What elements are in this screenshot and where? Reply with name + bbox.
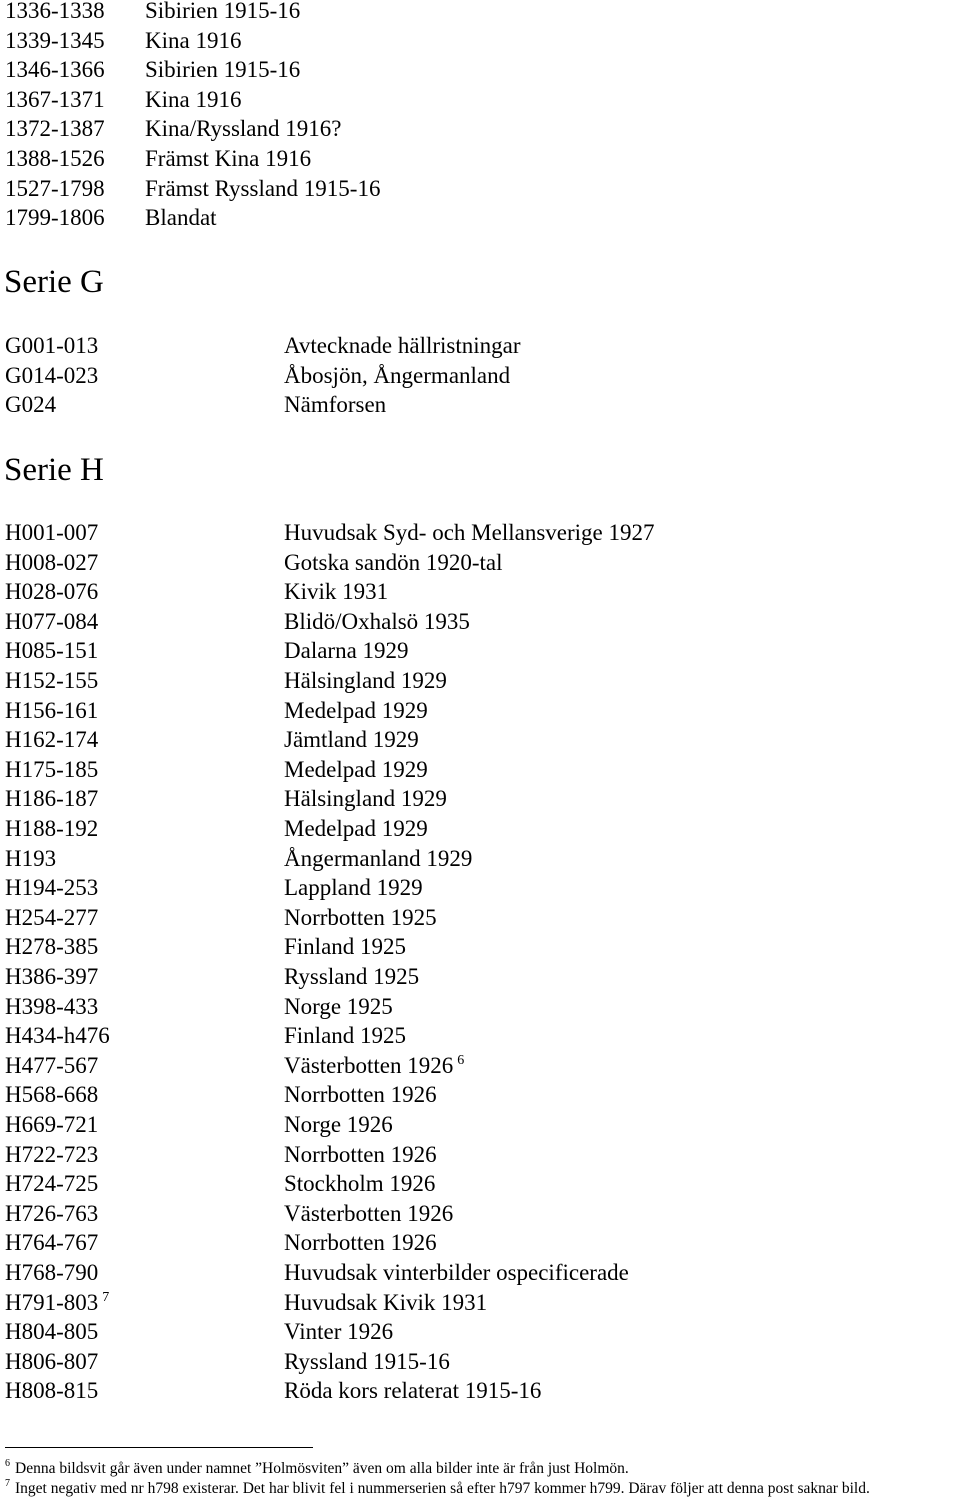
item-description bbox=[284, 814, 428, 844]
item-code-text: H791-803 bbox=[5, 1289, 99, 1315]
serie-g-heading: Serie G bbox=[4, 264, 104, 300]
item-description bbox=[284, 1376, 541, 1406]
item-description-text: Röda kors relaterat 1915-16 bbox=[284, 1378, 542, 1404]
item-code bbox=[5, 518, 98, 548]
item-description bbox=[284, 932, 406, 962]
item-description-text: Jämtland 1929 bbox=[284, 727, 419, 753]
item-code-text: H568-668 bbox=[5, 1082, 99, 1108]
item-description-text: Medelpad 1929 bbox=[284, 697, 428, 723]
item-code-text: H001-007 bbox=[5, 520, 99, 545]
item-code bbox=[5, 1021, 110, 1051]
item-description bbox=[284, 725, 419, 755]
item-code bbox=[5, 755, 98, 785]
item-description-text: Kina 1916 bbox=[145, 86, 242, 112]
item-description-text: Norrbotten 1926 bbox=[284, 1230, 437, 1256]
item-code-text: H477-567 bbox=[5, 1052, 99, 1078]
item-code bbox=[5, 1228, 98, 1258]
item-description bbox=[284, 1169, 435, 1199]
item-code-text: H398-433 bbox=[5, 993, 99, 1019]
item-description-text: Norrbotten 1926 bbox=[284, 1141, 437, 1167]
item-description-text: Blidö/Oxhalsö 1935 bbox=[284, 608, 470, 634]
footnote-text: Denna bildsvit går även under namnet ”Holmösviten” även om alla bilder inte är från just Holmön. bbox=[15, 1460, 629, 1477]
item-description-text: Västerbotten 1926 bbox=[284, 1200, 454, 1226]
item-code bbox=[5, 1288, 109, 1318]
item-description-text: Västerbotten 1926 bbox=[284, 1052, 454, 1078]
item-description-text: Huvudsak Syd- och Mellansverige 1927 bbox=[284, 520, 655, 545]
item-code bbox=[5, 548, 98, 578]
item-description-text: Avtecknade hällristningar bbox=[284, 333, 521, 358]
item-code-text: H156-161 bbox=[5, 697, 99, 723]
item-code-text: H722-723 bbox=[5, 1141, 99, 1167]
serie-h-heading: Serie H bbox=[4, 452, 104, 488]
item-code bbox=[5, 331, 98, 361]
item-code-text: H028-076 bbox=[5, 579, 99, 605]
item-code bbox=[5, 1110, 98, 1140]
item-code bbox=[5, 696, 98, 726]
item-code bbox=[5, 55, 105, 85]
item-description bbox=[284, 873, 423, 903]
item-description-text: Huvudsak Kivik 1931 bbox=[284, 1289, 488, 1315]
footnote-item bbox=[5, 1459, 629, 1479]
item-description-text: Vinter 1926 bbox=[284, 1319, 394, 1345]
item-description bbox=[145, 85, 241, 115]
item-description-text: Medelpad 1929 bbox=[284, 816, 428, 841]
item-code-text: 1388-1526 bbox=[5, 146, 105, 171]
item-code-text: 1339-1345 bbox=[5, 27, 105, 53]
item-description bbox=[145, 114, 341, 144]
item-code bbox=[5, 1347, 98, 1377]
item-code-text: H726-763 bbox=[5, 1200, 99, 1226]
item-code-text: H008-027 bbox=[5, 549, 99, 575]
item-code-text: G024 bbox=[5, 392, 57, 418]
item-description-text: Främst Ryssland 1915-16 bbox=[145, 175, 381, 201]
item-description-text: Gotska sandön 1920-tal bbox=[284, 549, 503, 575]
item-description-text: Blandat bbox=[145, 205, 217, 231]
item-code-text: H806-807 bbox=[5, 1348, 99, 1374]
item-description-text: Stockholm 1926 bbox=[284, 1171, 436, 1197]
item-code-text: G001-013 bbox=[5, 333, 99, 358]
item-code bbox=[5, 1258, 98, 1288]
item-description bbox=[284, 1051, 464, 1081]
item-description bbox=[284, 1199, 453, 1229]
item-code bbox=[5, 873, 98, 903]
item-code-text: 1336-1338 bbox=[5, 0, 105, 23]
item-code bbox=[5, 577, 98, 607]
item-description-text: Norge 1926 bbox=[284, 1112, 393, 1137]
item-description bbox=[284, 1288, 487, 1318]
item-code bbox=[5, 607, 98, 637]
item-code bbox=[5, 85, 105, 115]
item-description bbox=[284, 755, 428, 785]
item-description bbox=[284, 1080, 437, 1110]
item-description bbox=[284, 1140, 437, 1170]
item-description-text: Ryssland 1915-16 bbox=[284, 1348, 450, 1374]
item-code bbox=[5, 814, 98, 844]
item-description bbox=[284, 361, 510, 391]
item-description bbox=[284, 331, 521, 361]
item-code bbox=[5, 844, 56, 874]
item-description-text: Norge 1925 bbox=[284, 993, 393, 1019]
item-code bbox=[5, 1376, 98, 1406]
item-description bbox=[145, 144, 311, 174]
item-description bbox=[145, 26, 241, 56]
item-code-text: 1372-1387 bbox=[5, 116, 105, 142]
item-code bbox=[5, 1140, 98, 1170]
item-description bbox=[284, 962, 419, 992]
item-description bbox=[284, 607, 470, 637]
footnote-text: Inget negativ med nr h798 existerar. Det har blivit fel i nummerserien så efter h797 kommer h799. Därav följer att denna post saknar bild. bbox=[15, 1480, 870, 1497]
item-description bbox=[284, 1021, 406, 1051]
item-code bbox=[5, 1080, 98, 1110]
item-description bbox=[284, 577, 388, 607]
item-description-text: Kina/Ryssland 1916? bbox=[145, 116, 342, 142]
item-code-text: H077-084 bbox=[5, 608, 99, 634]
item-code-text: H804-805 bbox=[5, 1319, 99, 1345]
item-code bbox=[5, 962, 98, 992]
item-description bbox=[284, 1258, 629, 1288]
item-description bbox=[284, 844, 472, 874]
item-code bbox=[5, 903, 98, 933]
item-code-text: 1346-1366 bbox=[5, 57, 105, 83]
item-code-text: H175-185 bbox=[5, 756, 99, 782]
item-description-text: Kivik 1931 bbox=[284, 579, 389, 605]
item-code bbox=[5, 992, 98, 1022]
item-code bbox=[5, 666, 98, 696]
item-description-text: Ryssland 1925 bbox=[284, 964, 420, 989]
item-code bbox=[5, 636, 98, 666]
item-code-text: H186-187 bbox=[5, 786, 99, 812]
item-code-text: 1527-1798 bbox=[5, 175, 105, 201]
item-description-text: Norrbotten 1925 bbox=[284, 904, 437, 930]
item-description-text: Hälsingland 1929 bbox=[284, 786, 447, 812]
item-description bbox=[284, 696, 428, 726]
item-description-text: Ångermanland 1929 bbox=[284, 845, 473, 871]
item-code-text: H162-174 bbox=[5, 727, 99, 753]
item-description-text: Sibirien 1915-16 bbox=[145, 57, 301, 83]
item-description bbox=[284, 1228, 437, 1258]
item-code bbox=[5, 203, 105, 233]
item-code bbox=[5, 1169, 98, 1199]
item-code-text: 1799-1806 bbox=[5, 205, 105, 231]
item-code bbox=[5, 725, 98, 755]
item-description-text: Hälsingland 1929 bbox=[284, 668, 447, 693]
footnote-ref: 7 bbox=[102, 1289, 110, 1305]
item-description-text: Lappland 1929 bbox=[284, 875, 423, 901]
item-code bbox=[5, 361, 98, 391]
item-code-text: H085-151 bbox=[5, 638, 99, 664]
item-code-text: H768-790 bbox=[5, 1260, 99, 1285]
item-code bbox=[5, 174, 105, 204]
item-description bbox=[284, 666, 447, 696]
item-description bbox=[284, 1110, 393, 1140]
item-code bbox=[5, 144, 105, 174]
item-description bbox=[284, 784, 447, 814]
item-description-text: Norrbotten 1926 bbox=[284, 1082, 437, 1108]
item-code-text: H194-253 bbox=[5, 875, 99, 901]
item-code-text: H669-721 bbox=[5, 1112, 99, 1137]
item-description-text: Kina 1916 bbox=[145, 27, 242, 53]
item-description-text: Sibirien 1915-16 bbox=[145, 0, 301, 23]
item-code-text: H724-725 bbox=[5, 1171, 99, 1197]
item-code bbox=[5, 1199, 98, 1229]
footnote-mark: 6 bbox=[5, 1458, 10, 1469]
footnote-separator bbox=[5, 1447, 313, 1448]
item-code bbox=[5, 784, 98, 814]
item-description-text: Dalarna 1929 bbox=[284, 638, 409, 664]
item-description bbox=[284, 390, 386, 420]
item-code-text: H764-767 bbox=[5, 1230, 99, 1256]
item-code bbox=[5, 390, 56, 420]
item-description bbox=[284, 548, 502, 578]
item-code-text: H386-397 bbox=[5, 964, 99, 989]
item-description bbox=[145, 55, 300, 85]
item-code bbox=[5, 26, 105, 56]
item-code-text: H434-h476 bbox=[5, 1023, 110, 1049]
item-description-text: Finland 1925 bbox=[284, 934, 407, 960]
item-description-text: Nämforsen bbox=[284, 392, 387, 418]
item-description bbox=[145, 203, 217, 233]
item-description-text: Medelpad 1929 bbox=[284, 756, 428, 782]
item-description bbox=[284, 992, 393, 1022]
item-code-text: G014-023 bbox=[5, 362, 99, 388]
footnote-mark: 7 bbox=[5, 1478, 10, 1489]
item-description-text: Främst Kina 1916 bbox=[145, 146, 312, 171]
item-description bbox=[284, 1347, 450, 1377]
item-code-text: H188-192 bbox=[5, 816, 99, 841]
item-code bbox=[5, 932, 98, 962]
item-description-text: Finland 1925 bbox=[284, 1023, 407, 1049]
item-code-text: H193 bbox=[5, 845, 57, 871]
item-description bbox=[284, 903, 437, 933]
item-code-text: H808-815 bbox=[5, 1378, 99, 1404]
item-description bbox=[145, 174, 380, 204]
item-code bbox=[5, 1051, 98, 1081]
footnote-item bbox=[5, 1479, 870, 1499]
item-description bbox=[284, 518, 655, 548]
item-code bbox=[5, 114, 105, 144]
item-code-text: H152-155 bbox=[5, 668, 99, 693]
item-description bbox=[284, 636, 409, 666]
item-description bbox=[145, 0, 300, 26]
item-code bbox=[5, 1317, 98, 1347]
footnote-ref: 6 bbox=[457, 1052, 465, 1068]
item-description-text: Åbosjön, Ångermanland bbox=[284, 362, 511, 388]
item-description bbox=[284, 1317, 393, 1347]
item-code bbox=[5, 0, 105, 26]
item-description-text: Huvudsak vinterbilder ospecificerade bbox=[284, 1260, 629, 1285]
item-code-text: H278-385 bbox=[5, 934, 99, 960]
item-code-text: H254-277 bbox=[5, 904, 99, 930]
item-code-text: 1367-1371 bbox=[5, 86, 105, 112]
